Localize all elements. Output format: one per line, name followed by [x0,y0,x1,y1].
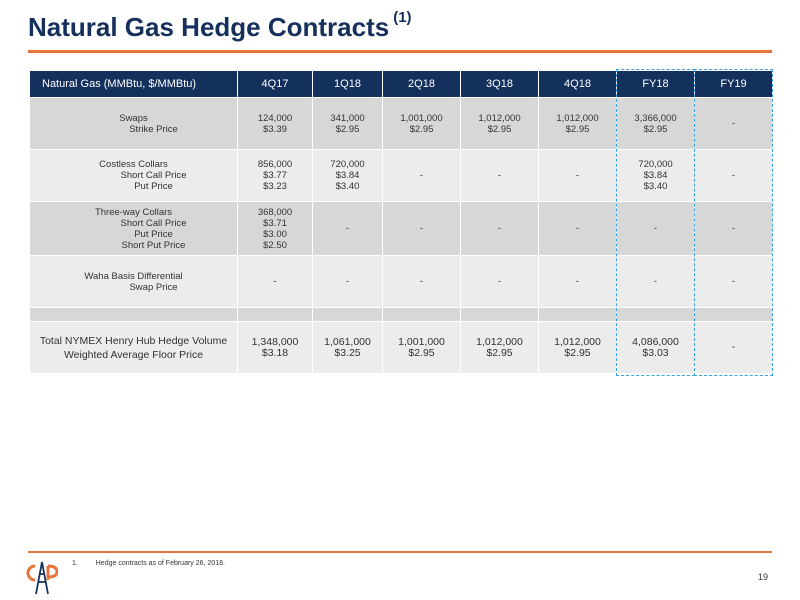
cell-value: - [575,223,580,234]
title-underline [28,50,772,53]
value-cell [238,150,313,202]
value-cell [695,322,773,374]
value-cell [461,150,539,202]
cell-value: - [653,276,658,287]
row-label: Total NYMEX Henry Hub Hedge Volume [39,334,228,347]
row-sublabel: Swap Price [129,281,178,293]
cell-value: - [731,276,736,287]
footnote-text: Hedge contracts as of February 26, 2018. [95,560,225,567]
cell-value: 856,000 [257,159,293,170]
cell-value: - [273,276,277,287]
cell-value: - [497,223,502,234]
table-row-collars [30,150,773,202]
table-row-waha [30,256,773,308]
value-cell [461,202,539,256]
table-row-spacer [30,308,773,322]
cell-value: $2.95 [486,346,513,359]
value-cell [313,150,383,202]
cell-value: $2.95 [565,123,590,135]
row-label-cell [30,98,238,150]
row-label-cell [30,202,238,256]
cell-value: 4,086,000 [632,335,679,348]
cell-value: $2.95 [564,346,591,359]
cell-value: 1,001,000 [398,335,445,348]
row-label: Waha Basis Differential [84,270,183,282]
cell-value: 720,000 [330,159,365,170]
cell-value: $3.71 [263,217,287,229]
header-cell: Natural Gas (MMBtu, $/MMBtu) [30,71,238,98]
row-sublabel: Short Put Price [121,239,186,251]
header-cell: FY19 [695,71,773,98]
cell-value: - [345,276,350,287]
hedge-table [29,70,773,374]
value-cell [695,256,773,308]
value-cell [313,202,383,256]
cell-value: 1,001,000 [400,112,443,124]
cell-value: 368,000 [257,206,293,218]
value-cell [461,98,539,150]
title-footnote-ref: (1) [393,9,412,27]
cell-value: - [497,276,502,287]
row-sublabel: Strike Price [129,123,178,135]
cell-value: $2.95 [408,346,435,359]
cell-value: 341,000 [330,112,365,124]
value-cell [238,202,313,256]
row-label: Three-way Collars [94,206,173,218]
cell-value: $3.77 [263,170,287,181]
cell-value: $2.95 [487,123,512,135]
row-sublabel: Short Call Price [120,170,187,181]
cell-value: 1,012,000 [478,112,521,124]
cell-value: - [419,276,424,287]
value-cell [383,256,461,308]
cell-value: $3.23 [263,181,287,192]
cell-value: 1,012,000 [554,335,601,348]
value-cell [313,98,383,150]
cell-value: - [419,223,424,234]
header-cell: 1Q18 [313,71,383,98]
cell-value: $2.95 [335,123,360,135]
cell-value: - [575,276,580,287]
table-row-total [30,322,773,374]
cell-value: 3,366,000 [634,112,677,124]
value-cell [383,98,461,150]
cell-value: $3.40 [335,181,360,192]
cell-value: $3.84 [643,170,668,181]
value-cell [617,98,695,150]
value-cell [383,322,461,374]
cell-value: $3.40 [643,181,668,192]
cell-value: $3.03 [642,346,669,359]
value-cell [539,322,617,374]
header-cell: FY18 [617,71,695,98]
row-label: Swaps [119,112,148,124]
value-cell [461,322,539,374]
cell-value: $2.50 [263,239,287,251]
table-header-row [30,71,773,98]
row-sublabel: Weighted Average Floor Price [63,348,204,361]
value-cell [383,150,461,202]
cell-value: 720,000 [638,159,673,170]
cell-value: $3.25 [334,346,361,359]
value-cell [238,256,313,308]
cell-value: $2.95 [643,123,668,135]
cell-value: - [731,341,736,353]
cell-value: $2.95 [409,123,434,135]
row-label: Costless Collars [99,159,168,170]
page-number: 19 [757,572,768,582]
cell-value: - [731,223,736,234]
value-cell [461,256,539,308]
value-cell [539,202,617,256]
value-cell [617,256,695,308]
cell-value: - [653,223,658,234]
value-cell [539,150,617,202]
page-title [28,9,412,43]
cell-value: $3.39 [263,123,287,135]
row-sublabel: Put Price [134,181,173,192]
cap-logo [26,560,58,596]
cell-value: $3.00 [263,228,287,240]
row-label-cell [30,150,238,202]
cell-value: - [731,170,736,181]
value-cell [695,98,773,150]
header-cell: 4Q18 [539,71,617,98]
cell-value: 1,012,000 [476,335,523,348]
cell-value: - [731,118,736,129]
cell-value: - [345,223,350,234]
value-cell [238,322,313,374]
value-cell [313,256,383,308]
footnote-number: 1. [72,560,78,567]
value-cell [539,98,617,150]
value-cell [539,256,617,308]
row-label-cell [30,256,238,308]
header-cell: 3Q18 [461,71,539,98]
value-cell [617,202,695,256]
table-row-threeway [30,202,773,256]
value-cell [617,322,695,374]
row-sublabel: Short Call Price [120,217,187,229]
cell-value: 1,348,000 [251,335,299,348]
header-cell: 4Q17 [238,71,313,98]
footer-rule [28,551,772,553]
cell-value: $3.84 [335,170,360,181]
table-row-swaps [30,98,773,150]
cell-value: - [575,170,580,181]
cell-value: 124,000 [257,112,293,124]
cell-value: 1,012,000 [556,112,599,124]
cell-value: - [419,170,424,181]
value-cell [695,202,773,256]
cell-value: 1,061,000 [324,335,371,348]
cell-value: - [497,170,502,181]
row-sublabel: Put Price [134,228,173,240]
value-cell [695,150,773,202]
page-title-text: Natural Gas Hedge Contracts [28,12,390,42]
cell-value: $3.18 [261,346,289,359]
row-label-cell [30,322,238,374]
value-cell [238,98,313,150]
footnote [72,560,225,567]
value-cell [313,322,383,374]
value-cell [383,202,461,256]
header-cell: 2Q18 [383,71,461,98]
value-cell [617,150,695,202]
